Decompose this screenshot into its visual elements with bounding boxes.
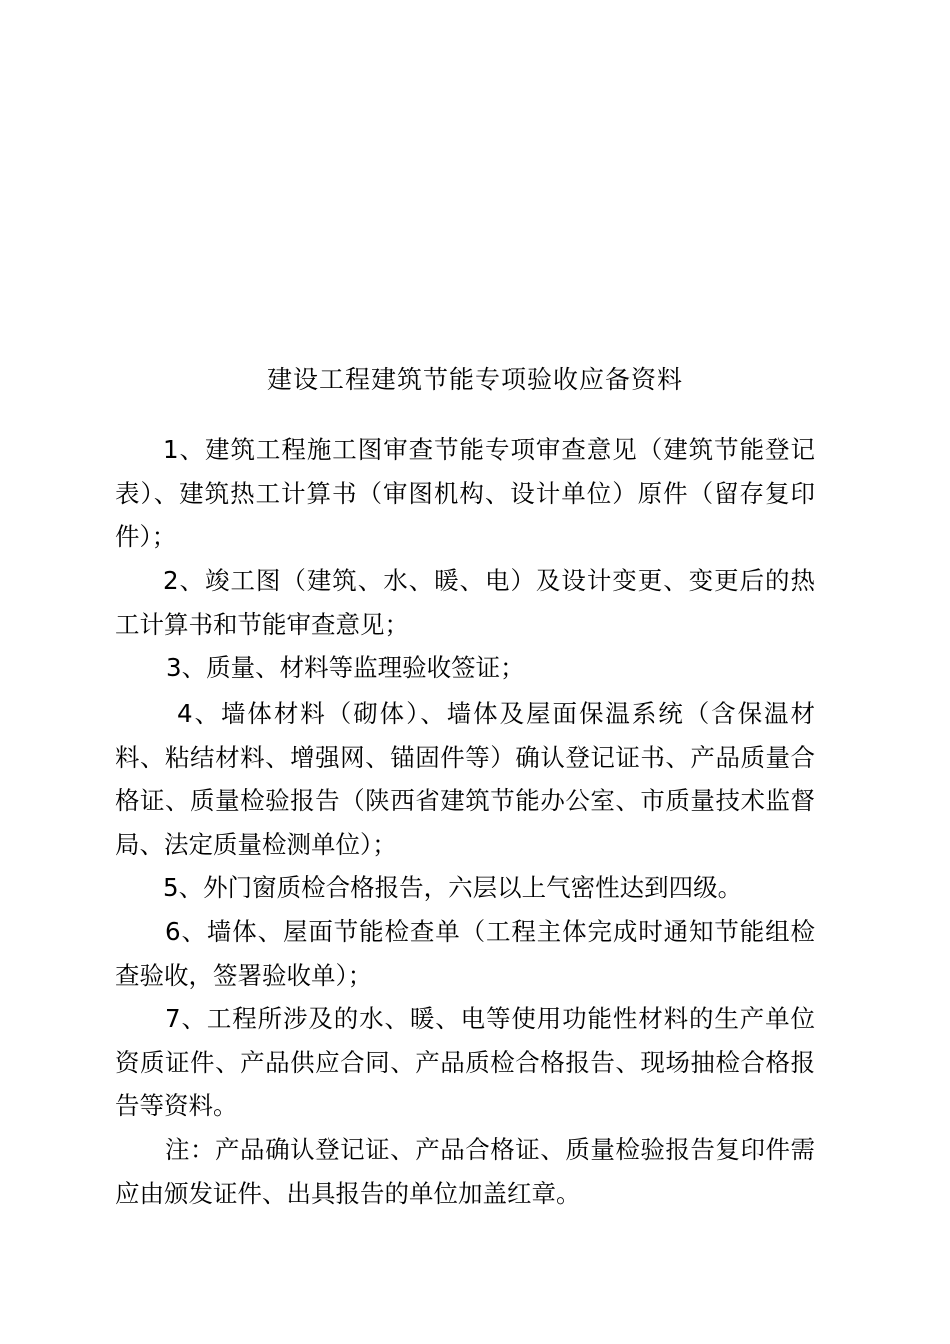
list-item-1: 1、建筑工程施工图审查节能专项审查意见（建筑节能登记表）、建筑热工计算书（审图机构、设计单位）原件（留存复印件）； [115, 435, 815, 551]
list-item-5: 5、外门窗质检合格报告，六层以上气密性达到四级。 [163, 873, 743, 902]
note-paragraph: 注：产品确认登记证、产品合格证、质量检验报告复印件需应由颁发证件、出具报告的单位加盖红章。 [115, 1135, 815, 1208]
document-title: 建设工程建筑节能专项验收应备资料 [266, 365, 683, 394]
list-item-6: 6、墙体、屋面节能检查单（工程主体完成时通知节能组检查验收，签署验收单）； [115, 917, 815, 990]
list-item-4: 4、墙体材料（砌体）、墙体及屋面保温系统（含保温材料、粘结材料、增强网、锚固件等）确认登记证书、产品质量合格证、质量检验报告（陕西省建筑节能办公室、市质量技术监督局、法定质量检测单位）； [115, 699, 815, 859]
list-item-7: 7、工程所涉及的水、暖、电等使用功能性材料的生产单位资质证件、产品供应合同、产品质检合格报告、现场抽检合格报告等资料。 [115, 1004, 815, 1120]
list-item-3: 3、质量、材料等监理验收签证； [166, 653, 525, 682]
list-item-2: 2、竣工图（建筑、水、暖、电）及设计变更、变更后的热工计算书和节能审查意见； [115, 566, 815, 639]
